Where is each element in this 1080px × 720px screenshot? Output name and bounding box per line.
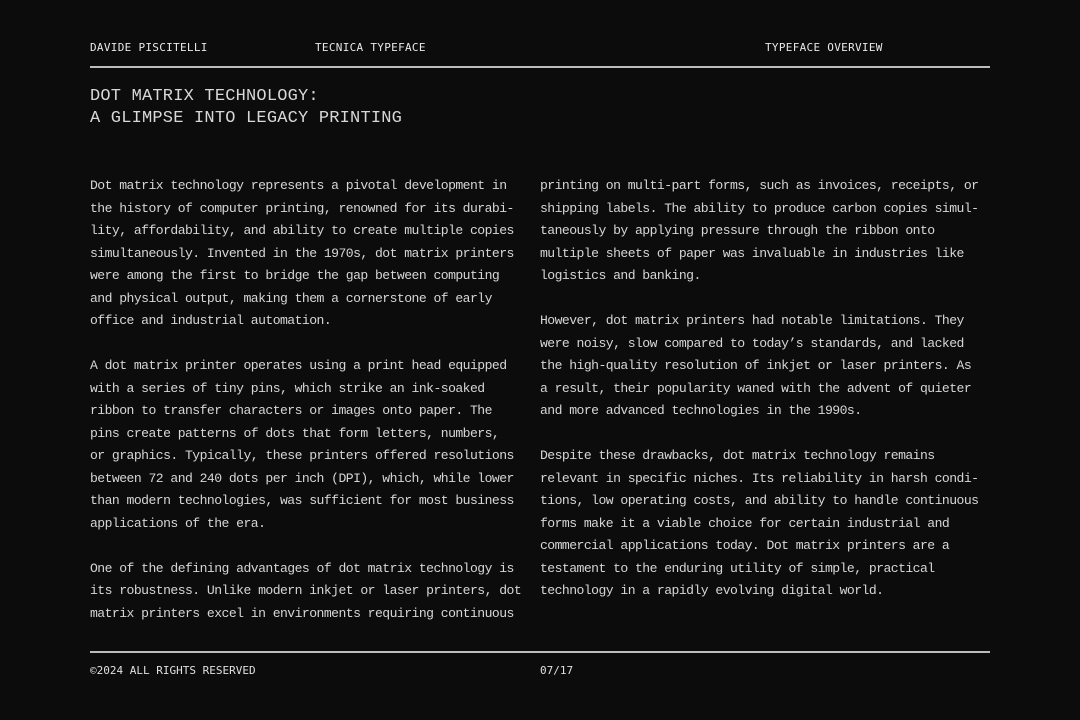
text-line: and physical output, making them a cornerstone of early [90, 290, 492, 306]
paragraph-operation [90, 355, 520, 535]
text-line: One of the defining advantages of dot matrix technology is [90, 560, 514, 576]
paragraph-advantages [90, 558, 520, 626]
paragraph-advantages-cont [540, 175, 979, 288]
text-line: with a series of tiny pins, which strike an ink-soaked [90, 380, 485, 396]
title-line-2: A GLIMPSE INTO LEGACY PRINTING [90, 109, 403, 128]
text-line: ribbon to transfer characters or images onto paper. The [90, 403, 492, 418]
text-line: Despite these drawbacks, dot matrix technology remains [540, 448, 935, 463]
text-line: or graphics. Typically, these printers offered resolutions [90, 448, 514, 463]
text-line: pins create patterns of dots that form letters, numbers, [90, 425, 500, 441]
footer-divider [90, 651, 990, 653]
text-line: printing on multi-part forms, such as invoices, receipts, or [540, 178, 979, 193]
text-line: matrix printers excel in environments requiring continuous [90, 605, 514, 621]
author-name: DAVIDE PISCITELLI [90, 41, 208, 54]
text-line: applications of the era. [90, 515, 266, 531]
typeface-name: TECNICA TYPEFACE [315, 41, 426, 54]
text-line: were among the first to bridge the gap between computing [90, 268, 500, 283]
text-line: commercial applications today. Dot matrix printers are a [540, 538, 950, 553]
header-divider [90, 66, 990, 68]
title-line-1: DOT MATRIX TECHNOLOGY: [90, 87, 319, 106]
text-line: were noisy, slow compared to today’s standards, and lacked [540, 335, 964, 351]
paragraph-relevance [540, 445, 979, 603]
text-line: between 72 and 240 dots per inch (DPI), which, while lower [90, 470, 514, 486]
text-line: taneously by applying pressure through the ribbon onto [540, 223, 935, 238]
text-line: the history of computer printing, renowned for its durabi- [90, 200, 514, 216]
text-line: multiple sheets of paper was invaluable in industries like [540, 245, 964, 261]
text-line: office and industrial automation. [90, 313, 332, 328]
text-line: Dot matrix technology represents a pivotal development in [90, 178, 507, 193]
text-line: a result, their popularity waned with the advent of quieter [540, 380, 972, 396]
text-line: forms make it a viable choice for certain industrial and [540, 515, 950, 531]
page-header [90, 41, 990, 55]
text-line: simultaneously. Invented in the 1970s, dot matrix printers [90, 245, 514, 261]
text-line: the high-quality resolution of inkjet or laser printers. As [540, 358, 972, 373]
text-line: A dot matrix printer operates using a print head equipped [90, 358, 507, 373]
copyright-text: ©2024 ALL RIGHTS RESERVED [90, 664, 256, 677]
right-column [540, 175, 979, 625]
text-line: relevant in specific niches. Its reliability in harsh condi- [540, 470, 979, 486]
page-number: 07/17 [540, 664, 574, 677]
text-line: logistics and banking. [540, 268, 701, 283]
paragraph-intro [90, 175, 520, 333]
text-line: technology in a rapidly evolving digital world. [540, 583, 884, 598]
text-line: and more advanced technologies in the 1990s. [540, 403, 862, 418]
text-line: shipping labels. The ability to produce carbon copies simul- [540, 200, 979, 216]
text-line: its robustness. Unlike modern inkjet or laser printers, dot [90, 583, 522, 598]
text-line: However, dot matrix printers had notable limitations. They [540, 313, 964, 328]
text-line: testament to the enduring utility of simple, practical [540, 560, 935, 576]
paragraph-limitations [540, 310, 970, 423]
section-label: TYPEFACE OVERVIEW [765, 41, 883, 54]
text-line: than modern technologies, was sufficient for most business [90, 493, 514, 508]
text-line: tions, low operating costs, and ability to handle continuous [540, 493, 979, 508]
text-line: lity, affordability, and ability to create multiple copies [90, 223, 514, 238]
page-title [90, 86, 402, 130]
left-column [90, 175, 520, 648]
